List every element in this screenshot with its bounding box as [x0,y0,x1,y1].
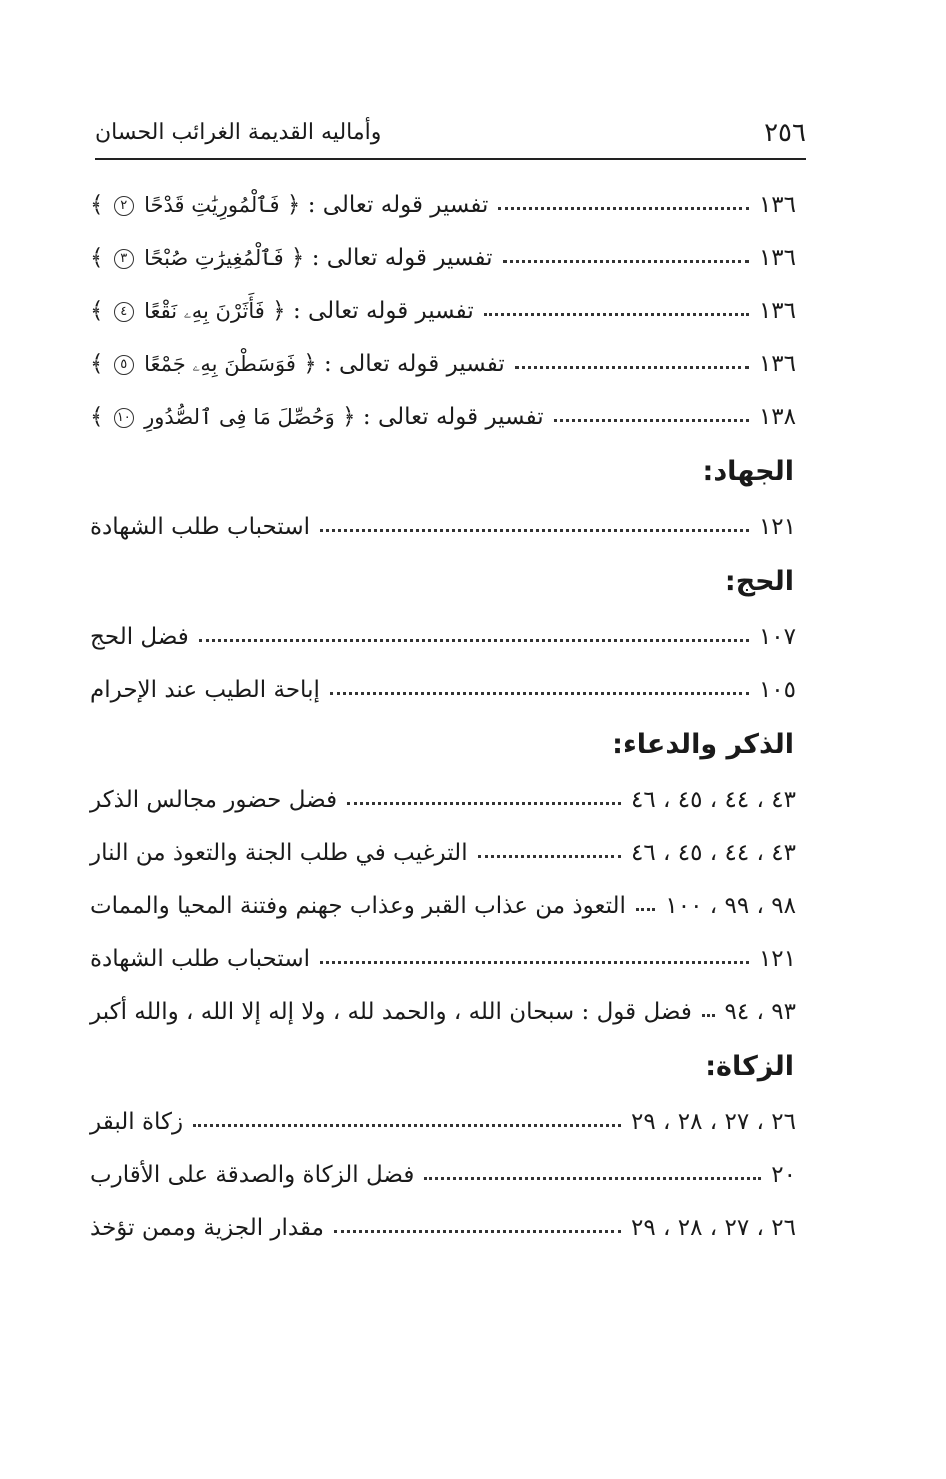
index-entry [90,390,796,443]
entry-pages: ١٣٦ [758,244,796,271]
index-content [90,178,796,1254]
entry-text: فضل حضور مجالس الذكر [90,786,338,813]
entry-pages: ١٢١ [758,945,796,972]
dot-leader [503,260,749,263]
running-header [95,118,806,160]
index-entry [90,773,796,826]
entry-text: الترغيب في طلب الجنة والتعوذ من النار [90,839,468,866]
entry-text: تفسير قوله تعالى : ﴿ فَأَثَرْنَ بِهِۦ نَقْعًا ٤ ﴾ [90,297,474,324]
quran-verse: فَٱلْمُورِيَٰتِ قَدْحًا [144,192,280,217]
dot-leader [702,1014,715,1017]
entry-pages: ٩٨ ، ٩٩ ، ١٠٠ [665,892,796,919]
entry-text: فضل الحج [90,623,189,650]
index-entry [90,663,796,716]
dot-leader [498,207,748,210]
quran-verse: فَأَثَرْنَ بِهِۦ نَقْعًا [144,298,265,323]
dot-leader [478,855,621,858]
dot-leader [193,1124,621,1127]
dot-leader [554,419,749,422]
entry-text: تفسير قوله تعالى : ﴿ وَحُصِّلَ مَا فِى ٱلصُّدُورِ ١٠ ﴾ [90,403,544,430]
quran-verse: فَوَسَطْنَ بِهِۦ جَمْعًا [144,351,296,376]
index-entry [90,1095,796,1148]
entry-pages: ١٣٦ [758,350,796,377]
dot-leader [347,802,621,805]
section-heading-hajj: الحج: [724,566,794,597]
dot-leader [320,529,749,532]
dot-leader [330,692,749,695]
entry-pages: ٢٦ ، ٢٧ ، ٢٨ ، ٢٩ [630,1214,796,1241]
index-entry [90,500,796,553]
entry-text: إباحة الطيب عند الإحرام [90,676,320,703]
entry-pages: ٢٠ [771,1161,796,1188]
entry-text: فضل قول : سبحان الله ، والحمد لله ، ولا إله إلا الله ، والله أكبر [90,998,692,1025]
ayah-number: ٢ [114,196,134,216]
entry-text: زكاة البقر [90,1108,184,1135]
quran-verse: وَحُصِّلَ مَا فِى ٱلصُّدُورِ [144,404,335,429]
entry-text: تفسير قوله تعالى : ﴿ فَوَسَطْنَ بِهِۦ جَمْعًا ٥ ﴾ [90,350,505,377]
entry-pages: ٢٦ ، ٢٧ ، ٢٨ ، ٢٩ [630,1108,796,1135]
running-title: وأماليه القديمة الغرائب الحسان [95,120,382,145]
entry-pages: ١٠٥ [758,676,796,703]
index-entry [90,1148,796,1201]
index-entry [90,932,796,985]
entry-text: استحباب طلب الشهادة [90,513,310,540]
section-heading-dhikr: الذكر والدعاء: [612,729,794,760]
index-entry [90,178,796,231]
index-entry [90,610,796,663]
entry-text: التعوذ من عذاب القبر وعذاب جهنم وفتنة المحيا والممات [90,892,626,919]
entry-pages: ١٣٨ [758,403,796,430]
ayah-number: ٤ [114,302,134,322]
entry-text: تفسير قوله تعالى : ﴿ فَٱلْمُغِيرَٰتِ صُبْحًا ٣ ﴾ [90,244,493,271]
dot-leader [636,908,655,911]
entry-pages: ٩٣ ، ٩٤ [724,998,796,1025]
section-heading-jihad: الجهاد: [702,456,794,487]
section-heading-zakat: الزكاة: [705,1051,794,1082]
index-entry [90,231,796,284]
entry-pages: ١٠٧ [758,623,796,650]
ayah-number: ٣ [114,249,134,269]
entry-text: مقدار الجزية وممن تؤخذ [90,1214,324,1241]
entry-pages: ٤٣ ، ٤٤ ، ٤٥ ، ٤٦ [630,786,796,813]
entry-pages: ١٣٦ [758,297,796,324]
dot-leader [199,639,749,642]
entry-text: فضل الزكاة والصدقة على الأقارب [90,1161,415,1188]
index-entry [90,337,796,390]
index-entry [90,985,796,1038]
dot-leader [334,1230,621,1233]
entry-pages: ٤٣ ، ٤٤ ، ٤٥ ، ٤٦ [630,839,796,866]
ayah-number: ٥ [114,355,134,375]
dot-leader [320,961,749,964]
index-entry [90,826,796,879]
index-entry [90,284,796,337]
index-entry [90,879,796,932]
dot-leader [484,313,749,316]
quran-verse: فَٱلْمُغِيرَٰتِ صُبْحًا [144,245,284,270]
entry-pages: ١٣٦ [758,191,796,218]
index-entry [90,1201,796,1254]
entry-pages: ١٢١ [758,513,796,540]
dot-leader [424,1177,761,1180]
dot-leader [515,366,749,369]
entry-text: استحباب طلب الشهادة [90,945,310,972]
page-number: ٢٥٦ [764,118,806,148]
ayah-number: ١٠ [114,408,134,428]
entry-text: تفسير قوله تعالى : ﴿ فَٱلْمُورِيَٰتِ قَدْحًا ٢ ﴾ [90,191,489,218]
